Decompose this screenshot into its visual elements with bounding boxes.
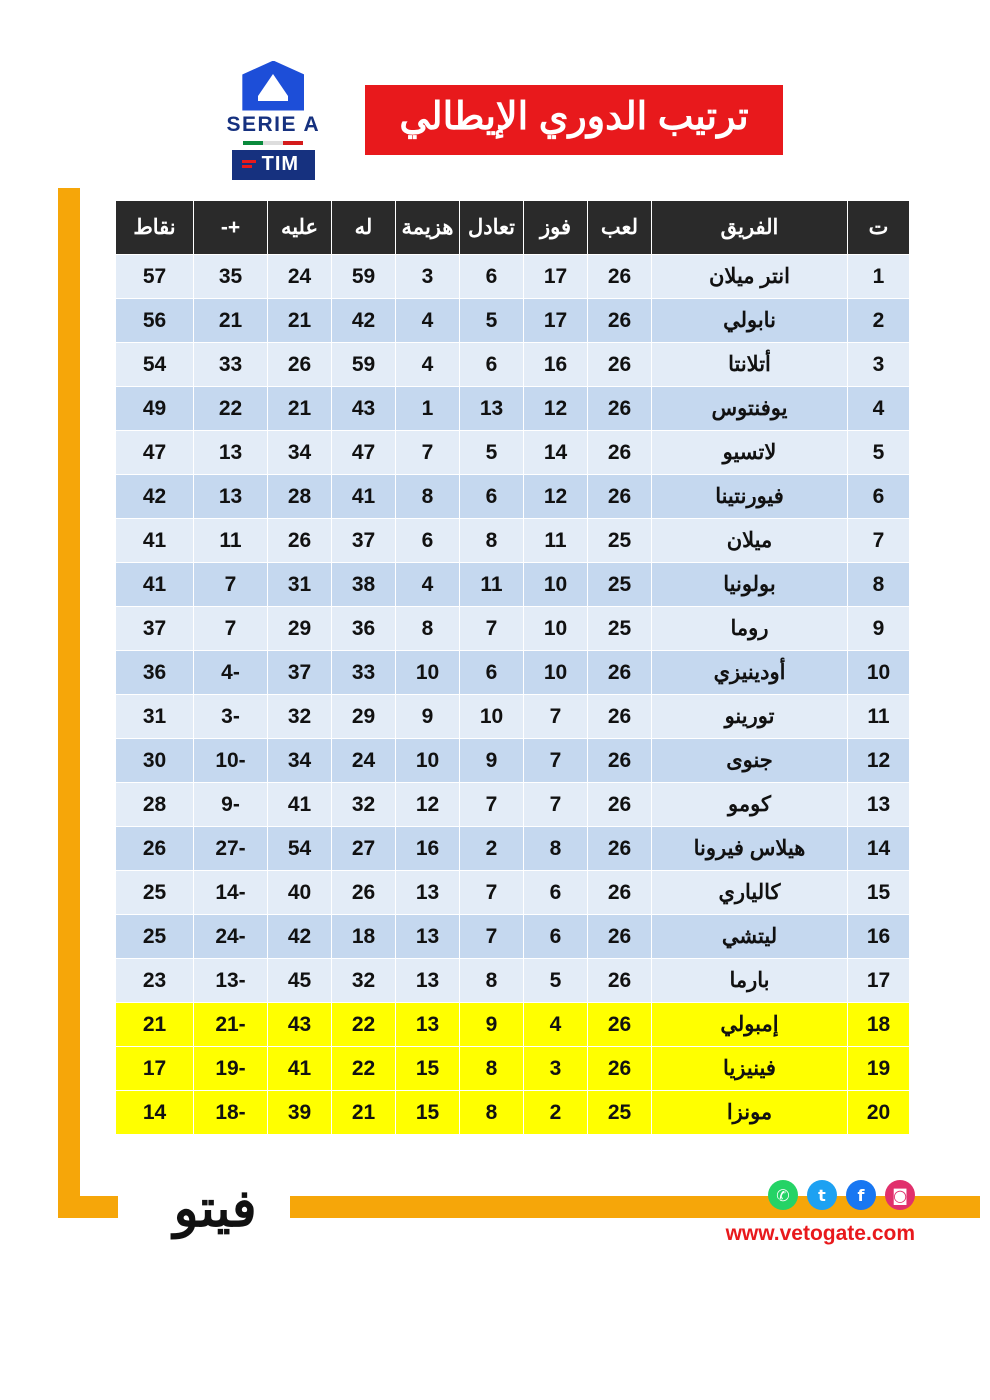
cell-gf: 32 (332, 959, 396, 1003)
cell-win: 17 (524, 255, 588, 299)
tim-label: TIM (261, 152, 300, 175)
cell-team: هيلاس فيرونا (652, 827, 848, 871)
cell-played: 26 (588, 431, 652, 475)
cell-rank: 17 (848, 959, 910, 1003)
cell-rank: 20 (848, 1091, 910, 1135)
cell-team: لاتسيو (652, 431, 848, 475)
frame-bottom-corner (58, 1196, 118, 1218)
cell-ga: 34 (268, 431, 332, 475)
cell-points: 54 (116, 343, 194, 387)
cell-team: بولونيا (652, 563, 848, 607)
table-row (116, 651, 910, 695)
cell-draw: 11 (460, 563, 524, 607)
cell-loss: 16 (396, 827, 460, 871)
col-ga: عليه (268, 201, 332, 255)
cell-draw: 6 (460, 343, 524, 387)
cell-win: 10 (524, 651, 588, 695)
cell-gf: 36 (332, 607, 396, 651)
cell-played: 26 (588, 475, 652, 519)
cell-gf: 21 (332, 1091, 396, 1135)
table-row (116, 255, 910, 299)
cell-draw: 5 (460, 431, 524, 475)
cell-rank: 2 (848, 299, 910, 343)
cell-loss: 13 (396, 1003, 460, 1047)
table-row (116, 387, 910, 431)
cell-points: 17 (116, 1047, 194, 1091)
cell-ga: 43 (268, 1003, 332, 1047)
cell-gd: -18 (194, 1091, 268, 1135)
cell-ga: 26 (268, 343, 332, 387)
cell-draw: 6 (460, 255, 524, 299)
col-loss: هزيمة (396, 201, 460, 255)
cell-rank: 13 (848, 783, 910, 827)
cell-played: 26 (588, 915, 652, 959)
cell-points: 36 (116, 651, 194, 695)
cell-loss: 13 (396, 871, 460, 915)
cell-team: إمبولي (652, 1003, 848, 1047)
cell-points: 30 (116, 739, 194, 783)
page-header (0, 60, 990, 180)
cell-played: 26 (588, 299, 652, 343)
cell-loss: 13 (396, 959, 460, 1003)
cell-points: 25 (116, 915, 194, 959)
cell-ga: 32 (268, 695, 332, 739)
cell-points: 26 (116, 827, 194, 871)
cell-loss: 8 (396, 475, 460, 519)
cell-win: 3 (524, 1047, 588, 1091)
cell-win: 17 (524, 299, 588, 343)
cell-ga: 31 (268, 563, 332, 607)
cell-played: 26 (588, 827, 652, 871)
col-win: فوز (524, 201, 588, 255)
cell-rank: 8 (848, 563, 910, 607)
cell-gd: -24 (194, 915, 268, 959)
cell-draw: 7 (460, 871, 524, 915)
cell-gf: 27 (332, 827, 396, 871)
table-row (116, 519, 910, 563)
cell-played: 26 (588, 871, 652, 915)
cell-gd: 13 (194, 431, 268, 475)
cell-gf: 47 (332, 431, 396, 475)
cell-team: نابولي (652, 299, 848, 343)
cell-ga: 41 (268, 1047, 332, 1091)
cell-gd: -10 (194, 739, 268, 783)
col-points: نقاط (116, 201, 194, 255)
vetogate-brand: فيتو (173, 1180, 257, 1238)
cell-gf: 32 (332, 783, 396, 827)
cell-rank: 4 (848, 387, 910, 431)
cell-rank: 9 (848, 607, 910, 651)
cell-gd: 13 (194, 475, 268, 519)
cell-rank: 10 (848, 651, 910, 695)
cell-win: 2 (524, 1091, 588, 1135)
cell-played: 26 (588, 1003, 652, 1047)
cell-team: فينيزيا (652, 1047, 848, 1091)
cell-loss: 7 (396, 431, 460, 475)
cell-rank: 5 (848, 431, 910, 475)
cell-rank: 18 (848, 1003, 910, 1047)
col-rank: ت (848, 201, 910, 255)
cell-points: 42 (116, 475, 194, 519)
cell-rank: 14 (848, 827, 910, 871)
cell-points: 56 (116, 299, 194, 343)
cell-points: 47 (116, 431, 194, 475)
cell-played: 26 (588, 783, 652, 827)
cell-team: تورينو (652, 695, 848, 739)
cell-win: 7 (524, 783, 588, 827)
cell-gf: 33 (332, 651, 396, 695)
cell-played: 26 (588, 651, 652, 695)
cell-draw: 2 (460, 827, 524, 871)
site-url[interactable]: www.vetogate.com (725, 1222, 915, 1245)
cell-points: 57 (116, 255, 194, 299)
cell-team: مونزا (652, 1091, 848, 1135)
table-row (116, 1003, 910, 1047)
table-row (116, 959, 910, 1003)
cell-draw: 13 (460, 387, 524, 431)
cell-played: 25 (588, 519, 652, 563)
cell-win: 12 (524, 387, 588, 431)
cell-win: 6 (524, 871, 588, 915)
col-played: لعب (588, 201, 652, 255)
table-row (116, 563, 910, 607)
cell-team: انتر ميلان (652, 255, 848, 299)
cell-ga: 54 (268, 827, 332, 871)
cell-points: 25 (116, 871, 194, 915)
cell-rank: 3 (848, 343, 910, 387)
cell-ga: 24 (268, 255, 332, 299)
cell-gf: 38 (332, 563, 396, 607)
cell-ga: 37 (268, 651, 332, 695)
table-row (116, 1091, 910, 1135)
whatsapp-icon[interactable]: ✆ (768, 1180, 798, 1210)
cell-loss: 10 (396, 739, 460, 783)
cell-played: 26 (588, 387, 652, 431)
cell-ga: 29 (268, 607, 332, 651)
table-row (116, 431, 910, 475)
cell-gf: 59 (332, 343, 396, 387)
standings-table-wrap (133, 200, 910, 1135)
cell-win: 5 (524, 959, 588, 1003)
cell-draw: 8 (460, 1047, 524, 1091)
cell-win: 10 (524, 607, 588, 651)
table-row (116, 783, 910, 827)
cell-team: ميلان (652, 519, 848, 563)
cell-win: 10 (524, 563, 588, 607)
cell-win: 11 (524, 519, 588, 563)
table-row (116, 739, 910, 783)
cell-played: 26 (588, 695, 652, 739)
cell-gd: -4 (194, 651, 268, 695)
cell-points: 14 (116, 1091, 194, 1135)
cell-played: 26 (588, 255, 652, 299)
cell-played: 25 (588, 563, 652, 607)
cell-ga: 40 (268, 871, 332, 915)
cell-loss: 4 (396, 563, 460, 607)
cell-team: كالياري (652, 871, 848, 915)
cell-gd: -27 (194, 827, 268, 871)
cell-gd: -13 (194, 959, 268, 1003)
table-row (116, 827, 910, 871)
cell-draw: 6 (460, 475, 524, 519)
col-draw: تعادل (460, 201, 524, 255)
cell-gf: 29 (332, 695, 396, 739)
cell-gf: 37 (332, 519, 396, 563)
cell-rank: 16 (848, 915, 910, 959)
cell-ga: 26 (268, 519, 332, 563)
cell-played: 26 (588, 343, 652, 387)
serie-a-wordmark: SERIE A (226, 112, 321, 136)
cell-loss: 4 (396, 299, 460, 343)
cell-points: 21 (116, 1003, 194, 1047)
cell-points: 49 (116, 387, 194, 431)
cell-points: 41 (116, 519, 194, 563)
table-header-row (116, 201, 910, 255)
cell-team: روما (652, 607, 848, 651)
cell-loss: 3 (396, 255, 460, 299)
cell-draw: 8 (460, 519, 524, 563)
col-team: الفريق (652, 201, 848, 255)
cell-draw: 9 (460, 1003, 524, 1047)
cell-gf: 22 (332, 1003, 396, 1047)
cell-win: 6 (524, 915, 588, 959)
cell-ga: 21 (268, 299, 332, 343)
cell-played: 26 (588, 739, 652, 783)
cell-gf: 43 (332, 387, 396, 431)
cell-gd: -14 (194, 871, 268, 915)
table-row (116, 1047, 910, 1091)
facebook-icon[interactable]: f (846, 1180, 876, 1210)
cell-team: أتلانتا (652, 343, 848, 387)
cell-team: يوفنتوس (652, 387, 848, 431)
cell-win: 7 (524, 695, 588, 739)
cell-points: 31 (116, 695, 194, 739)
cell-win: 16 (524, 343, 588, 387)
cell-gf: 41 (332, 475, 396, 519)
cell-draw: 8 (460, 1091, 524, 1135)
cell-gd: 33 (194, 343, 268, 387)
cell-team: أودينيزي (652, 651, 848, 695)
cell-played: 26 (588, 1047, 652, 1091)
cell-draw: 6 (460, 651, 524, 695)
italy-flag-icon (243, 141, 303, 145)
cell-win: 7 (524, 739, 588, 783)
cell-points: 41 (116, 563, 194, 607)
cell-gd: -9 (194, 783, 268, 827)
cell-loss: 4 (396, 343, 460, 387)
cell-rank: 6 (848, 475, 910, 519)
cell-gf: 22 (332, 1047, 396, 1091)
cell-loss: 1 (396, 387, 460, 431)
cell-points: 28 (116, 783, 194, 827)
cell-team: كومو (652, 783, 848, 827)
cell-win: 8 (524, 827, 588, 871)
cell-win: 14 (524, 431, 588, 475)
table-row (116, 871, 910, 915)
instagram-icon[interactable]: ◙ (885, 1180, 915, 1210)
cell-win: 12 (524, 475, 588, 519)
standings-table (115, 200, 910, 1135)
serie-a-logo (207, 61, 339, 180)
cell-gf: 59 (332, 255, 396, 299)
cell-gf: 26 (332, 871, 396, 915)
cell-ga: 34 (268, 739, 332, 783)
cell-draw: 10 (460, 695, 524, 739)
serie-a-badge-icon (242, 61, 304, 111)
cell-rank: 12 (848, 739, 910, 783)
cell-win: 4 (524, 1003, 588, 1047)
cell-gd: 22 (194, 387, 268, 431)
cell-gd: -3 (194, 695, 268, 739)
cell-gd: -21 (194, 1003, 268, 1047)
cell-draw: 8 (460, 959, 524, 1003)
col-gf: له (332, 201, 396, 255)
cell-gd: -19 (194, 1047, 268, 1091)
cell-ga: 41 (268, 783, 332, 827)
page-title: ترتيب الدوري الإيطالي (365, 85, 782, 155)
cell-played: 25 (588, 1091, 652, 1135)
cell-ga: 45 (268, 959, 332, 1003)
vetogate-logo (130, 1178, 300, 1240)
table-row (116, 695, 910, 739)
tim-stripes-icon (242, 160, 256, 168)
cell-rank: 1 (848, 255, 910, 299)
cell-draw: 7 (460, 607, 524, 651)
table-row (116, 299, 910, 343)
cell-draw: 5 (460, 299, 524, 343)
cell-team: جنوى (652, 739, 848, 783)
cell-gd: 35 (194, 255, 268, 299)
cell-gd: 7 (194, 607, 268, 651)
cell-loss: 6 (396, 519, 460, 563)
cell-loss: 9 (396, 695, 460, 739)
cell-ga: 42 (268, 915, 332, 959)
cell-team: ليتشي (652, 915, 848, 959)
cell-gd: 21 (194, 299, 268, 343)
cell-rank: 7 (848, 519, 910, 563)
cell-rank: 11 (848, 695, 910, 739)
cell-played: 26 (588, 959, 652, 1003)
cell-loss: 13 (396, 915, 460, 959)
cell-team: فيورنتينا (652, 475, 848, 519)
cell-gf: 18 (332, 915, 396, 959)
cell-team: بارما (652, 959, 848, 1003)
cell-loss: 15 (396, 1047, 460, 1091)
frame-left-bar (58, 188, 80, 1218)
table-row (116, 607, 910, 651)
cell-draw: 7 (460, 783, 524, 827)
cell-gd: 7 (194, 563, 268, 607)
cell-ga: 39 (268, 1091, 332, 1135)
cell-points: 37 (116, 607, 194, 651)
cell-loss: 15 (396, 1091, 460, 1135)
cell-loss: 12 (396, 783, 460, 827)
cell-loss: 10 (396, 651, 460, 695)
table-row (116, 915, 910, 959)
table-row (116, 475, 910, 519)
col-gd: +- (194, 201, 268, 255)
cell-loss: 8 (396, 607, 460, 651)
cell-rank: 15 (848, 871, 910, 915)
cell-draw: 9 (460, 739, 524, 783)
cell-gf: 42 (332, 299, 396, 343)
cell-ga: 28 (268, 475, 332, 519)
twitter-icon[interactable]: t (807, 1180, 837, 1210)
table-row (116, 343, 910, 387)
cell-played: 25 (588, 607, 652, 651)
cell-gd: 11 (194, 519, 268, 563)
tim-sponsor-logo (232, 150, 315, 180)
cell-draw: 7 (460, 915, 524, 959)
social-links (768, 1180, 915, 1210)
cell-rank: 19 (848, 1047, 910, 1091)
cell-ga: 21 (268, 387, 332, 431)
cell-points: 23 (116, 959, 194, 1003)
cell-gf: 24 (332, 739, 396, 783)
